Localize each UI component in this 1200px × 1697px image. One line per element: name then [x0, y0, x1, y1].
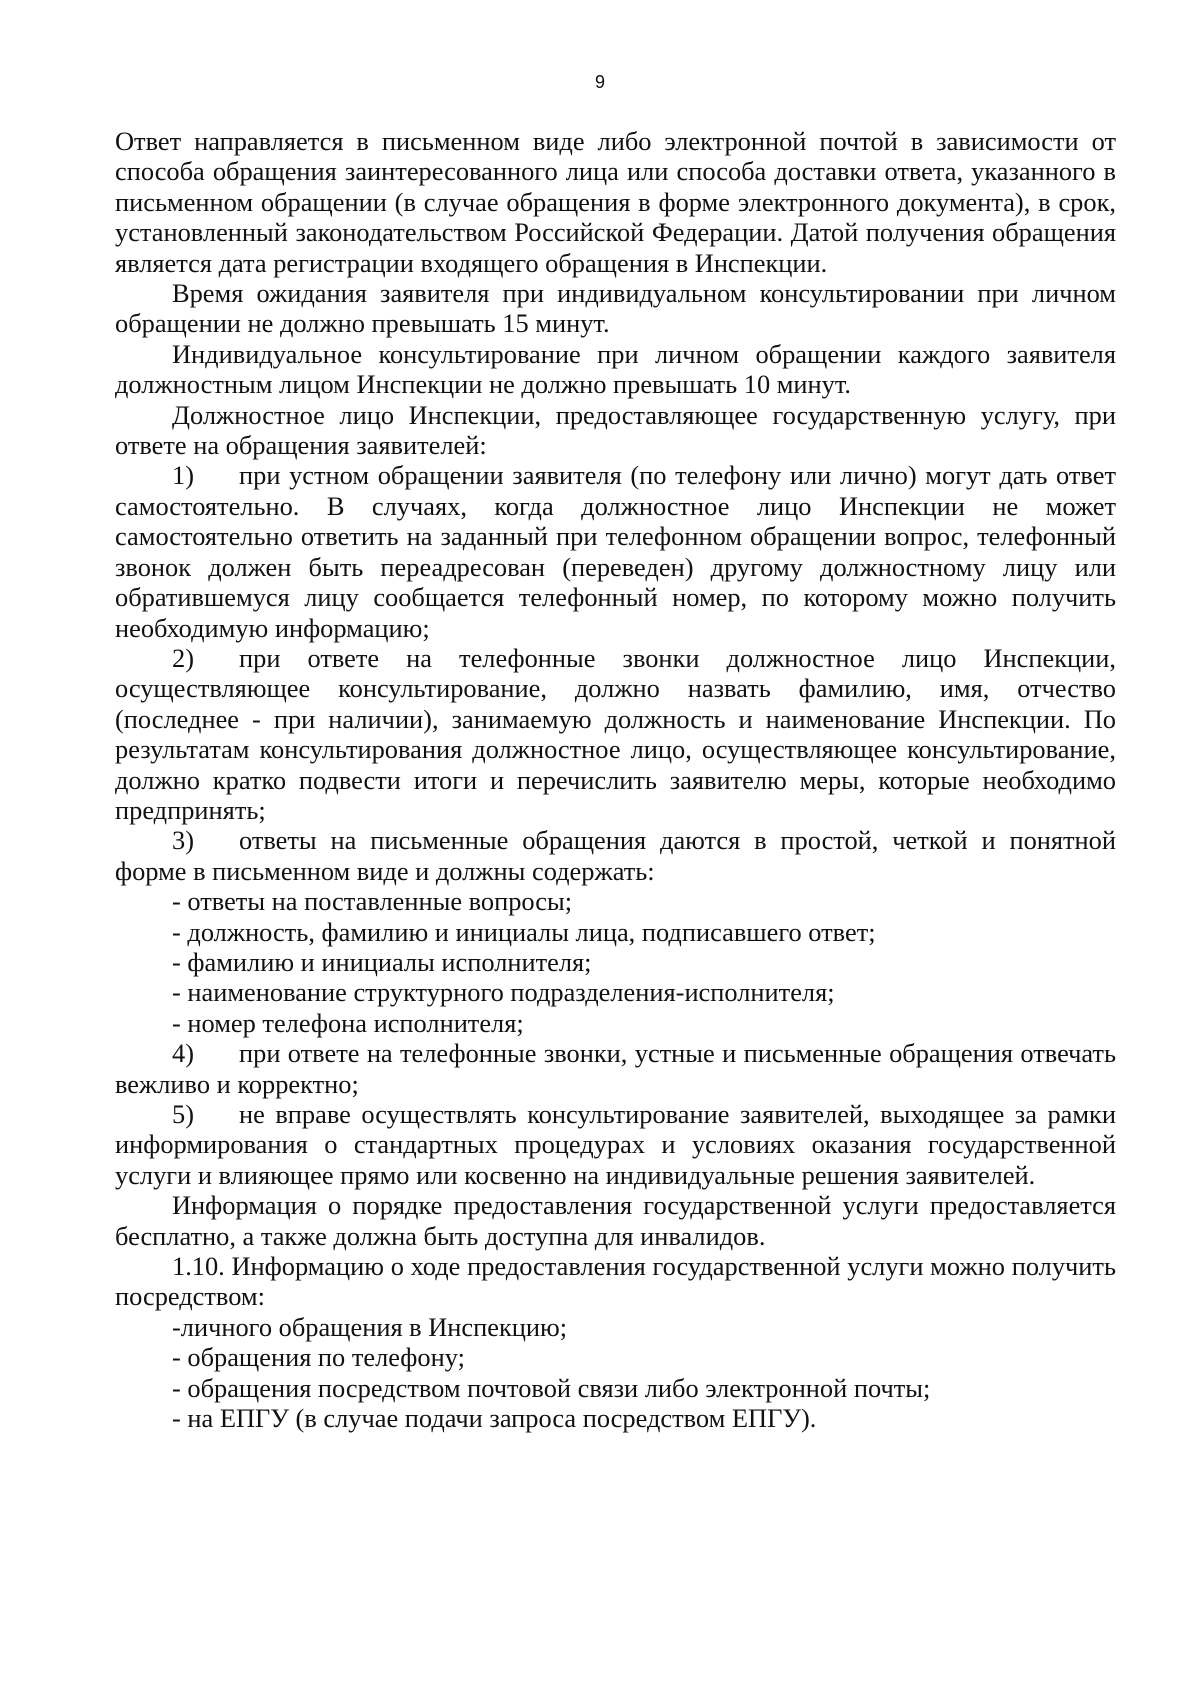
list-item-5	[115, 1099, 1116, 1190]
paragraph-official-duties: Должностное лицо Инспекции, предоставляющее государственную услугу, при ответе на обращения заявителей:	[115, 399, 1116, 461]
list-item-text: при ответе на телефонные звонки, устные и письменные обращения отвечать вежливо и корректно;	[115, 1038, 1116, 1099]
section-1-10-paragraph: 1.10. Информацию о ходе предоставления государственной услуги можно получить посредством:	[115, 1251, 1116, 1312]
list-item-text: не вправе осуществлять консультирование заявителей, выходящее за рамки информирования о стандартных процедурах и условиях оказания государственной услуги и влияющее прямо или косвенно на индивидуальные решения заявителей.	[115, 1099, 1116, 1190]
list-item-2	[115, 643, 1116, 825]
list-item-number: 5)	[172, 1099, 194, 1129]
list-item-number: 1)	[172, 460, 194, 491]
sub-list-item: - фамилию и инициалы исполнителя;	[172, 946, 592, 977]
list-item-text: при устном обращении заявителя (по телефону или лично) могут дать ответ самостоятельно. В случаях, когда должностное лицо Инспекции не может самостоятельно ответить на заданный при телефонном обращении вопрос, телефонный звонок должен быть переадресован (переведен) другому должностному лицу или обратившемуся лицу сообщается телефонный номер, по которому можно получить необходимую информацию;	[115, 460, 1116, 643]
list-item-3	[115, 825, 1116, 886]
final-list-item: - обращения посредством почтовой связи либо электронной почты;	[172, 1372, 931, 1403]
sub-list-item: - номер телефона исполнителя;	[172, 1007, 524, 1038]
list-item-number: 2)	[172, 642, 194, 673]
paragraph-consultation-time: Индивидуальное консультирование при личном обращении каждого заявителя должностным лицом Инспекции не должно превышать 10 минут.	[115, 338, 1116, 400]
paragraph-answer-delivery: Ответ направляется в письменном виде либо электронной почтой в зависимости от способа обращения заинтересованного лица или способа доставки ответа, указанного в письменном обращении (в случае обращения в форме электронного документа), в срок, установленный законодательством Российской Федерации. Датой получения обращения является дата регистрации входящего обращения в Инспекции.	[115, 126, 1116, 278]
list-item-number: 3)	[172, 825, 194, 856]
sub-list-item: - ответы на поставленные вопросы;	[172, 886, 573, 917]
list-item-text: при ответе на телефонные звонки должностное лицо Инспекции, осуществляющее консультирование, должно назвать фамилию, имя, отчество (последнее - при наличии), занимаемую должность и наименование Инспекции. По результатам консультирования должностное лицо, осуществляющее консультирование, должно кратко подвести итоги и перечислить заявителю меры, которые необходимо предпринять;	[115, 642, 1116, 825]
page-number: 9	[594, 72, 605, 92]
list-item-1	[115, 460, 1116, 642]
paragraph-waiting-time: Время ожидания заявителя при индивидуальном консультировании при личном обращении не должно превышать 15 минут.	[115, 278, 1116, 339]
list-item-4	[115, 1038, 1116, 1099]
list-item-text: ответы на письменные обращения даются в простой, четкой и понятной форме в письменном виде и должны содержать:	[115, 825, 1116, 886]
list-item-number: 4)	[172, 1038, 194, 1069]
sub-list-item: - наименование структурного подразделения-исполнителя;	[172, 977, 835, 1008]
final-list-item: -личного обращения в Инспекцию;	[172, 1311, 568, 1342]
document-body	[115, 126, 1116, 1433]
paragraph-free-information: Информация о порядке предоставления государственной услуги предоставляется бесплатно, а также должна быть доступна для инвалидов.	[115, 1190, 1116, 1251]
sub-list-item: - должность, фамилию и инициалы лица, подписавшего ответ;	[172, 916, 876, 947]
final-list-item: - на ЕПГУ (в случае подачи запроса посредством ЕПГУ).	[172, 1403, 817, 1434]
final-list-item: - обращения по телефону;	[172, 1342, 465, 1373]
